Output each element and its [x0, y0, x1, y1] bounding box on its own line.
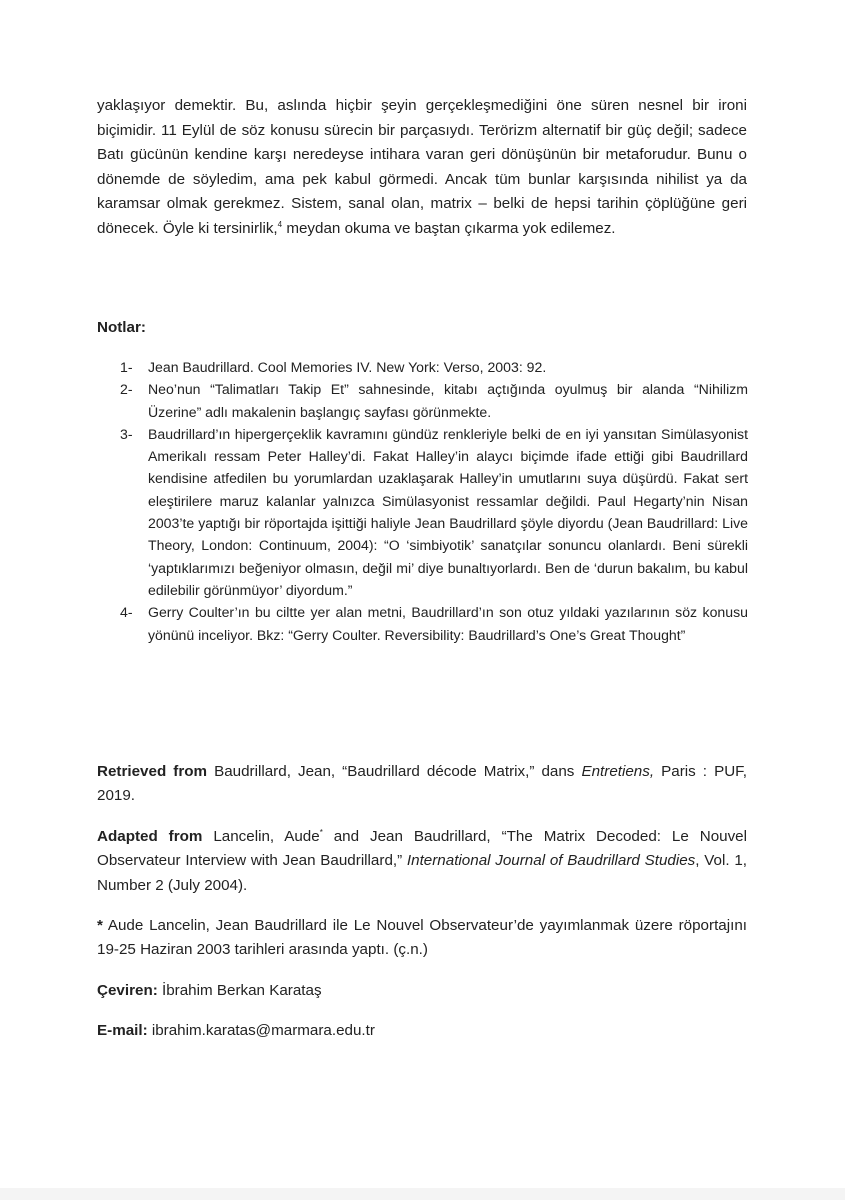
footnote-asterisk: * [97, 917, 103, 935]
footnote-ref-4: 4 [277, 219, 283, 229]
adapted-text-3: , Vol. 1, Number 2 (July 2004). [97, 852, 747, 894]
retrieved-from-label: Retrieved from [97, 763, 208, 780]
note-number: 3- [120, 425, 133, 442]
note-number: 2- [120, 381, 133, 398]
retrieved-text-2: Paris : PUF, 2019. [97, 763, 747, 805]
retrieved-from-citation [97, 760, 747, 809]
retrieved-text-1: Baudrillard, Jean, “Baudrillard décode Matrix,” dans [207, 763, 582, 780]
body-text-part-2: meydan okuma ve baştan çıkarma yok edilemez. [282, 219, 616, 237]
retrieved-title: Entretiens, [581, 763, 655, 780]
translator-credit [97, 979, 747, 1003]
notes-list [120, 356, 748, 646]
adapted-text-1: Lancelin, Aude [202, 827, 320, 845]
note-number: 4- [120, 604, 133, 621]
email-label: E-mail: [97, 1022, 148, 1040]
email-address: ibrahim.karatas@marmara.edu.tr [147, 1022, 375, 1040]
translator-footnote [97, 914, 747, 963]
note-text: Gerry Coulter’ın bu ciltte yer alan metni, Baudrillard’ın son otuz yıldaki yazılarının söz konusu yönünü inceliyor. Bkz: “Gerry Coulter. Reversibility: Baudrillard’s One’s Great Thought” [148, 604, 748, 643]
note-text: Jean Baudrillard. Cool Memories IV. New York: Verso, 2003: 92. [148, 359, 547, 375]
body-paragraph [97, 94, 747, 242]
journal-title: International Journal of Baudrillard Studies [406, 852, 696, 870]
email-line [97, 1019, 747, 1043]
note-item-4 [120, 601, 748, 646]
note-text: Neo’nun “Talimatları Takip Et” sahnesinde, kitabı açtığında oyulmuş bir alanda “Nihilizm Üzerine” adlı makalenin başlangıç sayfası görünmekte. [148, 381, 748, 420]
page-bottom-edge [0, 1188, 845, 1200]
note-text: Baudrillard’ın hipergerçeklik kavramını gündüz renkleriyle belki de en iyi yansıtan Simülasyonist Amerikalı ressam Peter Halley’di. Fakat Halley’in alaycı biçimde ifade ettiği gibi Baudrillard kendisine atfedilen bu yorumlardan uzaklaşarak Halley’in umutlarını suya düşürdü. Fakat sert eleştirilere maruz kalanlar yalnızca Simülasyonist ressamlar değildi. Paul Hegarty’nin Nisan 2003’te yaptığı bir röportajda işittiği haliyle Jean Baudrillard şöyle diyordu (Jean Baudrillard: Live Theory, London: Continuum, 2004): “O ‘simbiyotik’ sanatçılar sonuncu olanlardı. Beni sürekli ‘yaptıklarımızı beğeniyor olmasın, değil mi’ diye bunaltıyorlardı. Ben de ‘durun bakalım, bu kabul edilebilir görünmüyor’ diyordum.” [148, 425, 748, 598]
adapted-from-citation [97, 825, 747, 898]
note-number: 1- [120, 359, 133, 375]
translator-label: Çeviren: [97, 981, 158, 999]
notes-heading: Notlar: [97, 319, 146, 336]
note-item-3 [120, 423, 748, 601]
adapted-text-2: and Jean Baudrillard, “The Matrix Decoded: Le Nouvel Observateur Interview with Jean Baudrillard,” [97, 827, 747, 870]
footnote-text: Aude Lancelin, Jean Baudrillard ile Le Nouvel Observateur’de yayımlanmak üzere röportajını 19-25 Haziran 2003 tarihleri arasında yaptı. (ç.n.) [97, 917, 747, 959]
body-text-part-1: yaklaşıyor demektir. Bu, aslında hiçbir şeyin gerçekleşmediğini öne süren nesnel bir ironi biçimidir. 11 Eylül de söz konusu sürecin bir parçasıydı. Terörizm alternatif bir güç değil; sadece Batı gücünün kendine karşı neredeyse intihara varan geri dönüşünün bir metaforudur. Bunu o dönemde de söyledim, ama pek kabul görmedi. Ancak tüm bunlar karşısında nihilist ya da karamsar olmak gerekmez. Sistem, sanal olan, matrix – belki de hepsi tarihin çöplüğüne geri dönecek. Öyle ki tersinirlik, [97, 97, 747, 237]
note-item-2 [120, 378, 748, 423]
translator-name: İbrahim Berkan Karataş [157, 981, 322, 999]
adapted-from-label: Adapted from [97, 827, 203, 845]
asterisk-marker: * [319, 827, 323, 837]
references-section [97, 760, 747, 1060]
note-item-1 [120, 356, 748, 378]
